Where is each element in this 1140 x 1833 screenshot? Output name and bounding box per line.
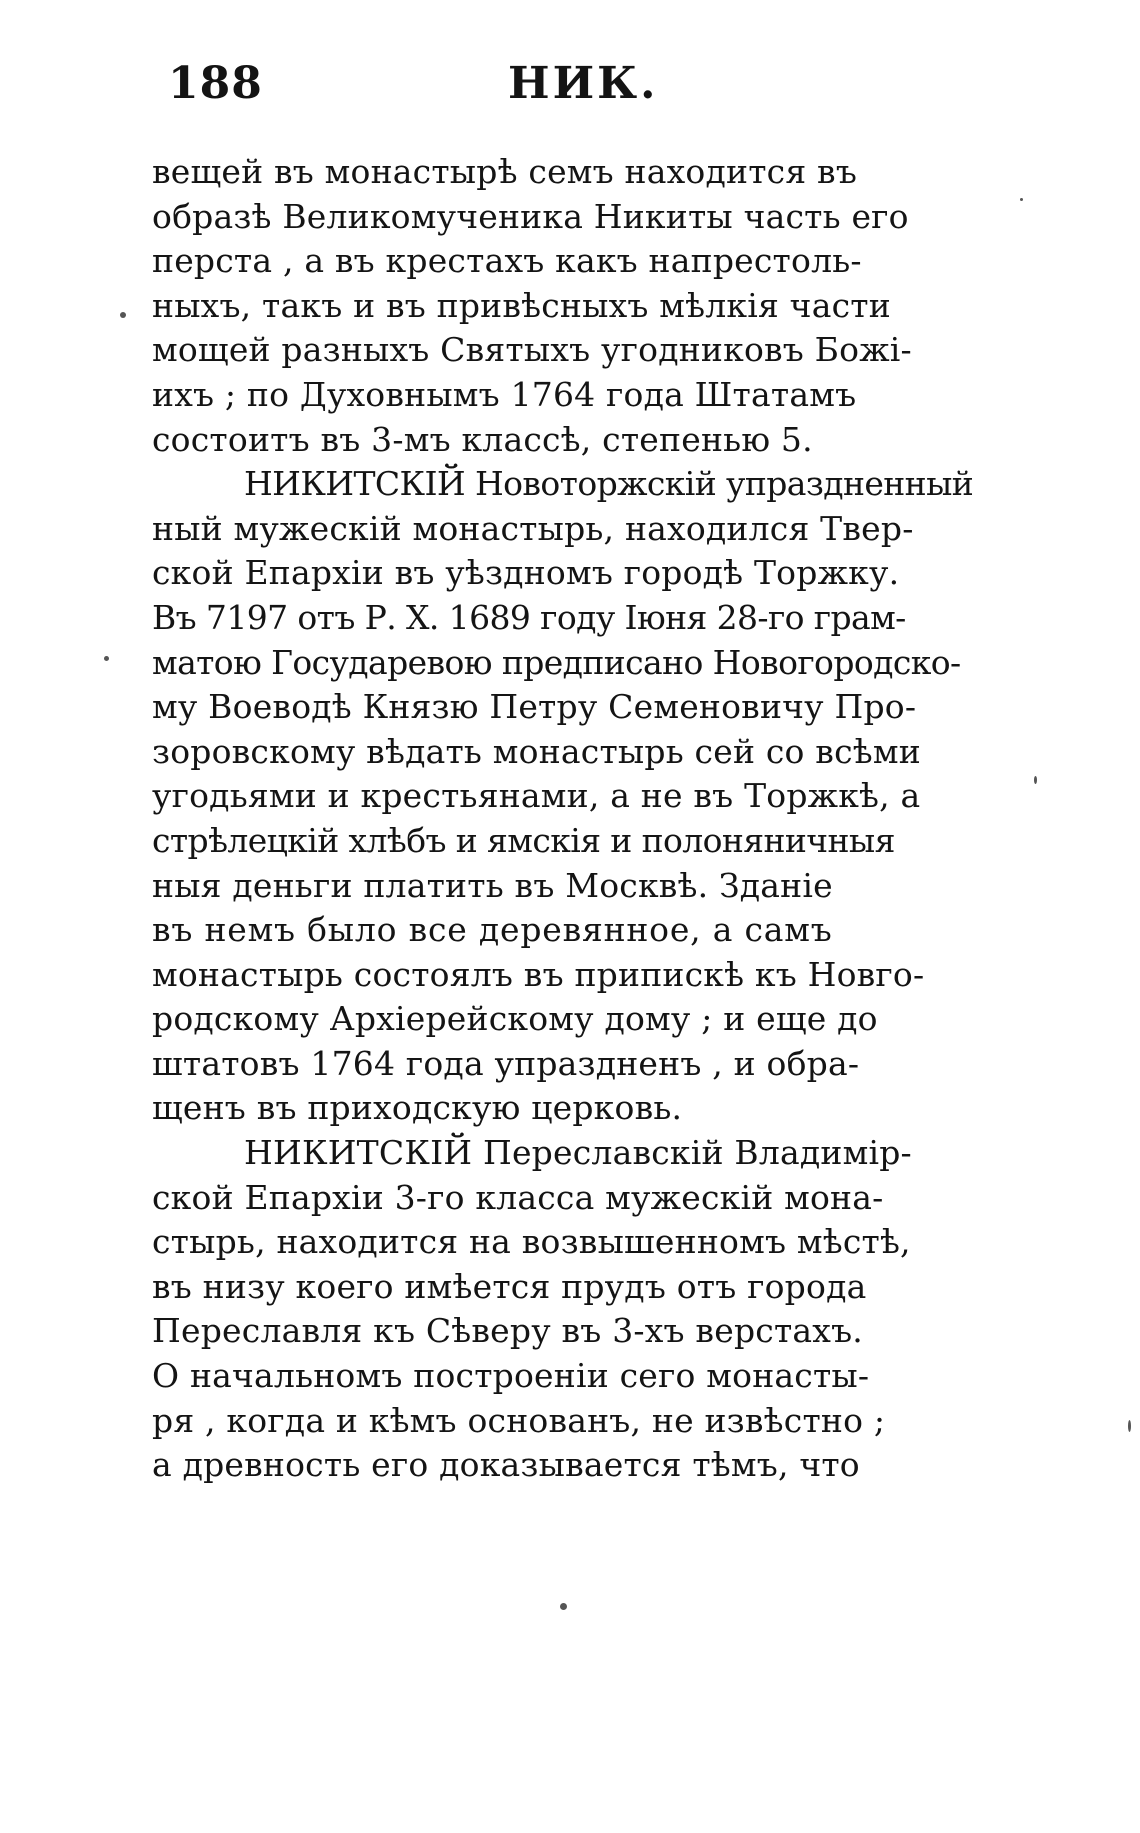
text-line: штатовъ 1764 года упраздненъ , и обра- (152, 1043, 860, 1083)
text-line: му Воеводѣ Князю Петру Семеновичу Про- (152, 687, 917, 727)
scan-speck (120, 312, 126, 318)
page-header (168, 58, 1010, 118)
scan-speck (1034, 776, 1037, 784)
scan-speck (1020, 198, 1023, 201)
text-line: ныхъ, такъ и въ привѣсныхъ мѣлкія части (152, 285, 891, 325)
text-line: состоитъ въ 3-мъ классѣ, степенью 5. (152, 419, 813, 459)
text-line: О начальномъ построеніи сего монасты- (152, 1356, 870, 1396)
scan-speck (104, 656, 109, 661)
text-line: стрѣлецкій хлѣбъ и ямскія и полоняничныя (152, 820, 895, 860)
text-line: мощей разныхъ Святыхъ угодниковъ Божі- (152, 330, 912, 370)
text-line: ской Епархіи 3-го класса мужескій мона- (152, 1177, 884, 1217)
running-head: НИК. (508, 58, 659, 109)
text-line: перста , а въ крестахъ какъ напрестоль- (152, 241, 862, 281)
page-number: 188 (168, 58, 263, 109)
text-line: ской Епархіи въ уѣздномъ городѣ Торжку. (152, 553, 900, 593)
text-line: а древность его доказывается тѣмъ, что (152, 1445, 860, 1485)
entry-heading-line: НИКИТСКІЙ Новоторжскій упраздненный (244, 464, 974, 504)
text-line: щенъ въ приходскую церковь. (152, 1088, 683, 1128)
text-line: ихъ ; по Духовнымъ 1764 года Штатамъ (152, 374, 857, 414)
text-line: Переславля къ Сѣверу въ 3-хъ верстахъ. (152, 1311, 863, 1351)
text-line: въ низу коего имѣется прудъ отъ города (152, 1266, 867, 1306)
text-line: монастырь состоялъ въ припискѣ къ Новго- (152, 954, 925, 994)
body-text (152, 150, 1024, 1488)
text-line: зоровскому вѣдать монастырь сей со всѣми (152, 731, 921, 771)
text-line: Въ 7197 отъ Р. Х. 1689 году Іюня 28-го грам- (152, 597, 906, 637)
text-line: вещей въ монастырѣ семъ находится въ (152, 152, 858, 191)
text-line: стырь, находится на возвышенномъ мѣстѣ, (152, 1222, 911, 1262)
text-line: ныя деньги платить въ Москвѣ. Зданіе (152, 865, 833, 905)
text-line: угодьями и крестьянами, а не въ Торжкѣ, а (152, 776, 921, 816)
text-line: ный мужескій монастырь, находился Твер- (152, 508, 914, 548)
text-line: образѣ Великомученика Никиты часть его (152, 196, 909, 236)
text-line: ря , когда и кѣмъ основанъ, не извѣстно ; (152, 1400, 886, 1440)
entry-heading-line: НИКИТСКІЙ Переславскій Владимір- (244, 1133, 912, 1173)
text-line: матою Государевою предписано Новогородско- (152, 642, 961, 682)
text-line: въ немъ было все деревянное, а самъ (152, 910, 833, 950)
scan-speck (1128, 1420, 1131, 1432)
text-line: родскому Архіерейскому дому ; и еще до (152, 999, 878, 1039)
scan-speck (560, 1603, 567, 1610)
